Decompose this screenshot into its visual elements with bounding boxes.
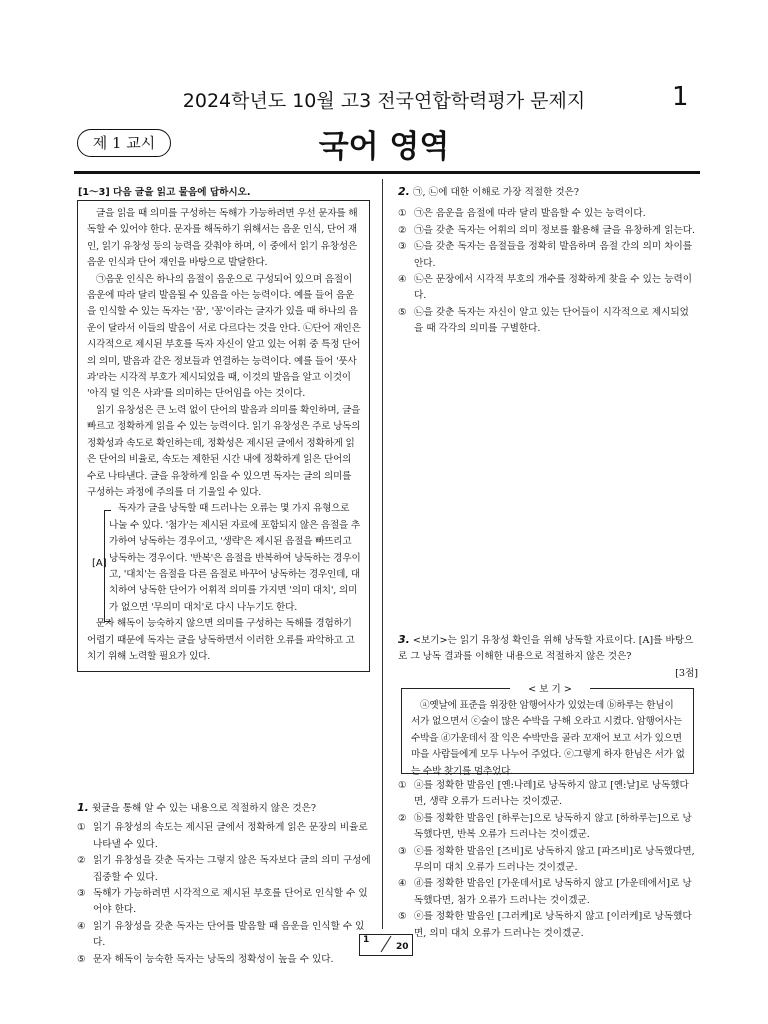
- question-2-stem: [398, 184, 698, 201]
- question-1-text: 윗글을 통해 알 수 있는 내용으로 적절하지 않은 것은?: [91, 803, 317, 814]
- bracket-a-label: [A]: [92, 558, 107, 569]
- subject-title: 국어 영역: [318, 129, 450, 165]
- option-text: ㉡을 갖춘 독자는 음절들을 정확히 발음하며 음절 간의 의미 차이를 안다.: [414, 241, 692, 269]
- option-text: ⓓ를 정확한 발음인 [가운데서]로 낭독하지 않고 [가운데에서]로 낭독했다면, 첨가 오류가 드러나는 것이겠군.: [414, 878, 692, 906]
- question-1: [77, 800, 375, 968]
- passage-paragraph: 읽기 유창성은 큰 노력 없이 단어의 발음과 의미를 확인하며, 글을 빠르고 정확하게 읽을 수 있는 능력이다. 읽기 유창성은 주로 낭독의 정확성과 속도로 확인하는데, 정확성은 제시된 글에서 정확하게 읽은 단어의 비율로, 속도는 제한된 시간 내에 정확하게 읽은 단어의 수로 나타낸다. 글을 유창하게 읽을 수 있으면 독자는 글의 의미를 구성하는 과정에 주의를 더 기울일 수 있다.: [87, 404, 361, 498]
- option-mark: ②: [398, 224, 407, 236]
- question-1-number: 1.: [77, 801, 89, 814]
- option-mark: ⑤: [77, 953, 86, 965]
- question-3-points: [3점]: [675, 667, 698, 679]
- question-3-options: [398, 778, 698, 942]
- exam-title: 2024학년도 10월 고3 전국연합학력평가 문제지: [182, 90, 586, 112]
- question-3-number: 3.: [398, 633, 410, 646]
- option-text: ㉠은 음운을 음절에 따라 달리 발음할 수 있는 능력이다.: [414, 208, 646, 220]
- question-3-option[interactable]: [398, 876, 698, 909]
- page-number: 1: [672, 82, 689, 112]
- question-3-option[interactable]: [398, 778, 698, 811]
- option-text: ⓐ를 정확한 발음인 [옌:나레]로 낭독하지 않고 [옌:날]로 낭독했다면, 생략 오류가 드러나는 것이겠군.: [414, 780, 689, 808]
- option-mark: ④: [398, 878, 407, 890]
- option-text: 독해가 가능하려면 시각적으로 제시된 부호를 단어로 인식할 수 있어야 한다.: [93, 888, 368, 916]
- question-1-stem: [77, 800, 375, 817]
- option-mark: ①: [398, 208, 407, 220]
- option-text: 읽기 유창성을 갖춘 독자는 단어를 발음할 때 음운을 인식할 수 있다.: [93, 920, 365, 949]
- question-2-option[interactable]: [398, 305, 698, 338]
- passage-closing: 문자 해독이 능숙하지 않으면 의미를 구성하는 독해를 경험하기 어렵기 때문에 독자는 글을 낭독하면서 이러한 오류를 파악하고 고치기 위해 노력할 필요가 있다.: [87, 618, 355, 662]
- column-divider: [382, 179, 383, 929]
- question-2-number: 2.: [398, 185, 410, 198]
- reading-passage: [77, 200, 370, 672]
- question-3-text: <보기>는 읽기 유창성 확인을 위해 낭독할 자료이다. [A]를 바탕으로 그 낭독 결과를 이해한 내용으로 적절하지 않은 것은?: [398, 635, 694, 663]
- question-1-option[interactable]: [77, 820, 375, 853]
- bogi-text: ⓐ옛날에 표준을 위장한 암행어사가 있었는데 ⓑ하루는 한님이 서가 없으면서 ⓒ술이 많은 수박을 구해 오라고 시켰다. 암행어사는 수박을 ⓓ가운데서 잘 익은 수박만을 골라 꼬재어 보고 서가 있으면 마을 사람들에게 모두 나누어 주었다. ⓔ그렇게 하자 한님은 서가 없는 수박 찾기를 멈추었다.: [411, 700, 685, 777]
- option-text: ⓑ를 정확한 발음인 [하루는]으로 낭독하지 않고 [하하루는]으로 낭독했다면, 반복 오류가 드러나는 것이겠군.: [414, 812, 692, 841]
- option-mark: ③: [398, 845, 407, 857]
- bogi-label: < 보 기 >: [510, 681, 590, 695]
- option-text: 읽기 유창성의 속도는 제시된 글에서 정확하게 읽은 문장의 비율로 나타낼 수 있다.: [93, 822, 368, 850]
- option-text: ㉡은 문장에서 시각적 부호의 개수를 정확하게 찾을 수 있는 능력이다.: [414, 274, 692, 302]
- option-text: ⓒ를 정확한 발음인 [즈비]로 낭독하지 않고 [파즈비]로 낭독했다면, 무의미 대치 오류가 드러나는 것이겠군.: [414, 845, 695, 874]
- directions: [1～3] 다음 글을 읽고 물음에 답하시오.: [78, 187, 251, 198]
- passage-paragraph: 글을 읽을 때 의미를 구성하는 독해가 가능하려면 우선 문자를 해독할 수 있어야 한다. 문자를 해독하기 위해서는 음운 인식, 단어 재인, 읽기 유창성 등의 능력을 갖춰야 하며, 이 중에서 읽기 유창성은 음운 인식과 단어 재인을 바탕으로 발달한다.: [87, 208, 358, 269]
- header-rule: [74, 171, 700, 174]
- option-mark: ⑤: [398, 306, 407, 318]
- question-2-option[interactable]: [398, 206, 698, 222]
- passage-bracket-text: 독자가 글을 낭독할 때 드러나는 오류는 몇 가지 유형으로 나눌 수 있다. '첨가'는 제시된 자료에 포함되지 않은 음절을 추가하여 낭독하는 경우이고, '생략'은 제시된 음절을 빠뜨리고 낭독하는 경우이다. '반복'은 음절을 반복하여 낭독하는 경우이고, '대치'는 음절을 다른 음절로 바꾸어 낭독하는 경우인데, 대치하여 낭독한 단어가 어휘적 의미를 가지면 '의미 대치', 의미가 없으면 '무의미 대치'로 다시 나누기도 한다.: [109, 503, 361, 613]
- bogi-box: [401, 688, 694, 777]
- passage-paragraph: ㉠음운 인식은 하나의 음절이 음운으로 구성되어 있으며 음절이 음운에 따라 달리 발음될 수 있음을 아는 능력이다. 예를 들어 음운을 인식할 수 있는 독자는 '꿈', '꽁'이라는 글자가 있을 때 하나의 음운이 달라서 이들의 발음이 서로 다르다는 것을 안다. ㉡단어 재인은 시각적으로 제시된 부호를 독자 자신이 알고 있는 어휘 중 특정 단어의 의미, 발음과 같은 정보들과 연결하는 능력이다. 예를 들어 '풋사과'라는 시각적 부호가 제시되었을 때, 이것의 발음을 알고 이것이 '아직 덜 익은 사과'를 의미하는 단어임을 아는 것이다.: [87, 273, 361, 400]
- option-text: ㉠을 갖춘 독자는 어휘의 의미 정보를 활용해 글을 유창하게 읽는다.: [414, 224, 696, 236]
- option-text: 읽기 유창성을 갖춘 독자는 그렇지 않은 독자보다 글의 의미 구성에 집중할 수 있다.: [93, 855, 371, 883]
- question-3: [398, 632, 698, 682]
- option-mark: ①: [398, 780, 407, 791]
- option-mark: ④: [77, 920, 86, 932]
- question-2-option[interactable]: [398, 223, 698, 239]
- option-mark: ③: [77, 888, 86, 900]
- question-1-option[interactable]: [77, 886, 375, 919]
- option-text: ㉡을 갖춘 독자는 자신이 알고 있는 단어들이 시각적으로 제시되었을 때 각각의 의미를 구별한다.: [414, 306, 689, 335]
- option-mark: ②: [398, 812, 407, 824]
- question-1-option[interactable]: [77, 919, 375, 952]
- question-2: [398, 184, 698, 338]
- question-3-option[interactable]: [398, 909, 698, 942]
- option-mark: ④: [398, 274, 407, 286]
- option-text: 문자 해독이 능숙한 독자는 낭독의 정확성이 높을 수 있다.: [93, 953, 334, 965]
- option-mark: ⑤: [398, 911, 407, 923]
- question-2-option[interactable]: [398, 272, 698, 305]
- question-1-option[interactable]: [77, 952, 375, 968]
- option-mark: ②: [77, 855, 86, 867]
- footer-current-page: 1: [363, 935, 370, 945]
- footer-total-pages: 20: [396, 942, 409, 952]
- session-badge: 제 1 교시: [77, 129, 171, 157]
- question-1-option[interactable]: [77, 853, 375, 886]
- option-mark: ①: [77, 822, 86, 834]
- question-2-text: ㉠, ㉡에 대한 이해로 가장 적절한 것은?: [412, 187, 580, 198]
- question-3-option[interactable]: [398, 811, 698, 844]
- option-mark: ③: [398, 241, 407, 253]
- question-3-option[interactable]: [398, 844, 698, 877]
- option-text: ⓔ를 정확한 발음인 [그러케]로 낭독하지 않고 [이러케]로 낭독했다면, 의미 대치 오류가 드러나는 것이겠군.: [414, 911, 692, 939]
- question-2-option[interactable]: [398, 239, 698, 272]
